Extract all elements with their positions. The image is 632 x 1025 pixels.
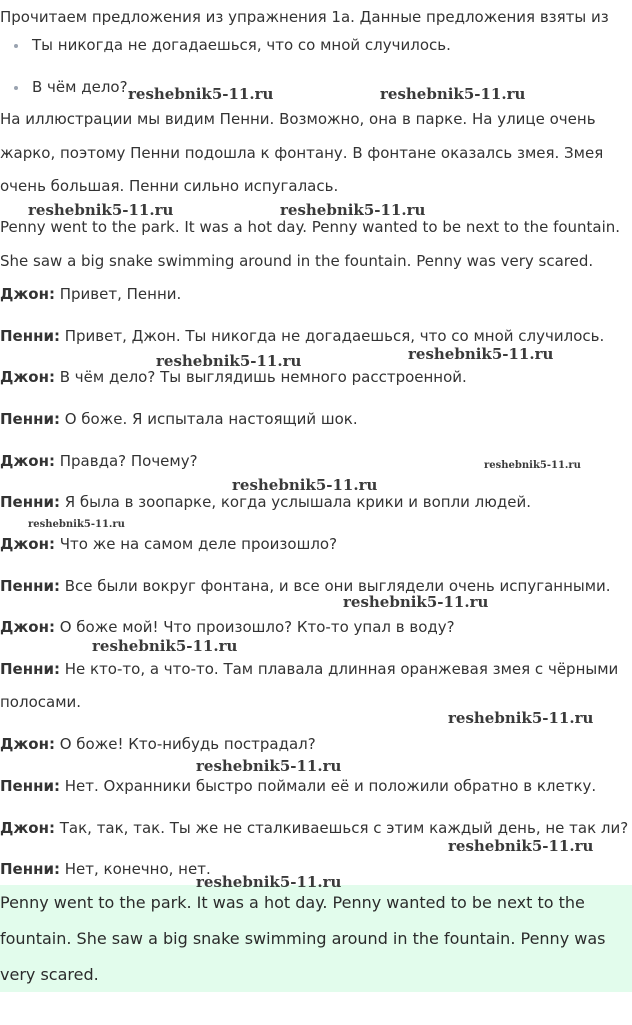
answer-box [0, 885, 632, 992]
speaker-label: Джон: [0, 285, 55, 303]
dialogue-line [0, 367, 467, 387]
paragraph-ru-line: очень большая. Пенни сильно испугалась. [0, 177, 339, 195]
dialogue-text: О боже. Я испытала настоящий шок. [59, 410, 358, 428]
watermark: reshebnik5-11.ru [232, 476, 378, 494]
speaker-label: Пенни: [0, 777, 60, 795]
watermark: reshebnik5-11.ru [408, 345, 554, 363]
bullet-text: Ты никогда не догадаешься, что со мной случилось. [32, 36, 451, 54]
answer-line: fountain. She saw a big snake swimming around in the fountain. Penny was [0, 929, 606, 948]
dialogue-line [0, 776, 596, 796]
speaker-label: Джон: [0, 535, 55, 553]
dialogue-text: Привет, Джон. Ты никогда не догадаешься, что со мной случилось. [59, 327, 605, 345]
bullet-text: В чём дело? [32, 78, 128, 96]
watermark: reshebnik5-11.ru [28, 519, 125, 530]
speaker-label: Пенни: [0, 860, 60, 878]
dialogue-text: В чём дело? Ты выглядишь немного расстроенной. [54, 368, 467, 386]
dialogue-text: Что же на самом деле произошло? [54, 535, 338, 553]
bullet-item [14, 77, 128, 97]
dialogue-text: Нет. Охранники быстро поймали её и положили обратно в клетку. [59, 777, 597, 795]
paragraph-en-line: Penny went to the park. It was a hot day. Penny wanted to be next to the fountain. [0, 218, 621, 236]
dialogue-text: Я была в зоопарке, когда услышала крики и вопли людей. [59, 493, 532, 511]
speaker-label: Пенни: [0, 577, 60, 595]
watermark: reshebnik5-11.ru [280, 201, 426, 219]
dialogue-line [0, 859, 211, 879]
dialogue-text: Все были вокруг фонтана, и все они выглядели очень испуганными. [59, 577, 611, 595]
dialogue-line [0, 617, 455, 637]
dialogue-line-continuation: полосами. [0, 693, 82, 711]
bullet-icon [14, 86, 18, 90]
speaker-label: Джон: [0, 368, 55, 386]
speaker-label: Пенни: [0, 327, 60, 345]
dialogue-line [0, 284, 181, 304]
answer-line: Penny went to the park. It was a hot day. Penny wanted to be next to the [0, 893, 585, 912]
speaker-label: Пенни: [0, 660, 60, 678]
dialogue-line [0, 451, 198, 471]
intro-text: Прочитаем предложения из упражнения 1а. Данные предложения взяты из [0, 8, 609, 26]
paragraph-ru-line: жарко, поэтому Пенни подошла к фонтану. В фонтане оказалсь змея. Змея [0, 144, 604, 162]
dialogue-text: О боже! Кто-нибудь пострадал? [54, 735, 316, 753]
watermark: reshebnik5-11.ru [28, 201, 174, 219]
paragraph-ru-line: На иллюстрации мы видим Пенни. Возможно, она в парке. На улице очень [0, 110, 596, 128]
watermark: reshebnik5-11.ru [343, 593, 489, 611]
speaker-label: Джон: [0, 618, 55, 636]
watermark: reshebnik5-11.ru [380, 85, 526, 103]
watermark: reshebnik5-11.ru [196, 757, 342, 775]
dialogue-text: О боже мой! Что произошло? Кто-то упал в воду? [54, 618, 455, 636]
watermark: reshebnik5-11.ru [484, 460, 581, 471]
speaker-label: Пенни: [0, 410, 60, 428]
bullet-icon [14, 44, 18, 48]
watermark: reshebnik5-11.ru [448, 837, 594, 855]
dialogue-text: Не кто-то, а что-то. Там плавала длинная оранжевая змея с чёрными [59, 660, 619, 678]
paragraph-en-line: She saw a big snake swimming around in the fountain. Penny was very scared. [0, 252, 594, 270]
bullet-item [14, 35, 451, 55]
dialogue-text: Так, так, так. Ты же не сталкиваешься с этим каждый день, не так ли? [54, 819, 629, 837]
dialogue-text: Нет, конечно, нет. [59, 860, 211, 878]
watermark: reshebnik5-11.ru [128, 85, 274, 103]
watermark: reshebnik5-11.ru [156, 352, 302, 370]
answer-line: very scared. [0, 965, 99, 984]
speaker-label: Джон: [0, 735, 55, 753]
dialogue-line [0, 659, 618, 679]
watermark: reshebnik5-11.ru [196, 873, 342, 891]
dialogue-line [0, 534, 337, 554]
speaker-label: Джон: [0, 452, 55, 470]
dialogue-text: Правда? Почему? [54, 452, 198, 470]
dialogue-line [0, 576, 611, 596]
dialogue-line [0, 734, 316, 754]
dialogue-line [0, 492, 531, 512]
speaker-label: Пенни: [0, 493, 60, 511]
watermark: reshebnik5-11.ru [92, 637, 238, 655]
dialogue-line [0, 326, 604, 346]
dialogue-line [0, 818, 628, 838]
dialogue-line [0, 409, 358, 429]
watermark: reshebnik5-11.ru [448, 709, 594, 727]
dialogue-text: Привет, Пенни. [54, 285, 182, 303]
speaker-label: Джон: [0, 819, 55, 837]
